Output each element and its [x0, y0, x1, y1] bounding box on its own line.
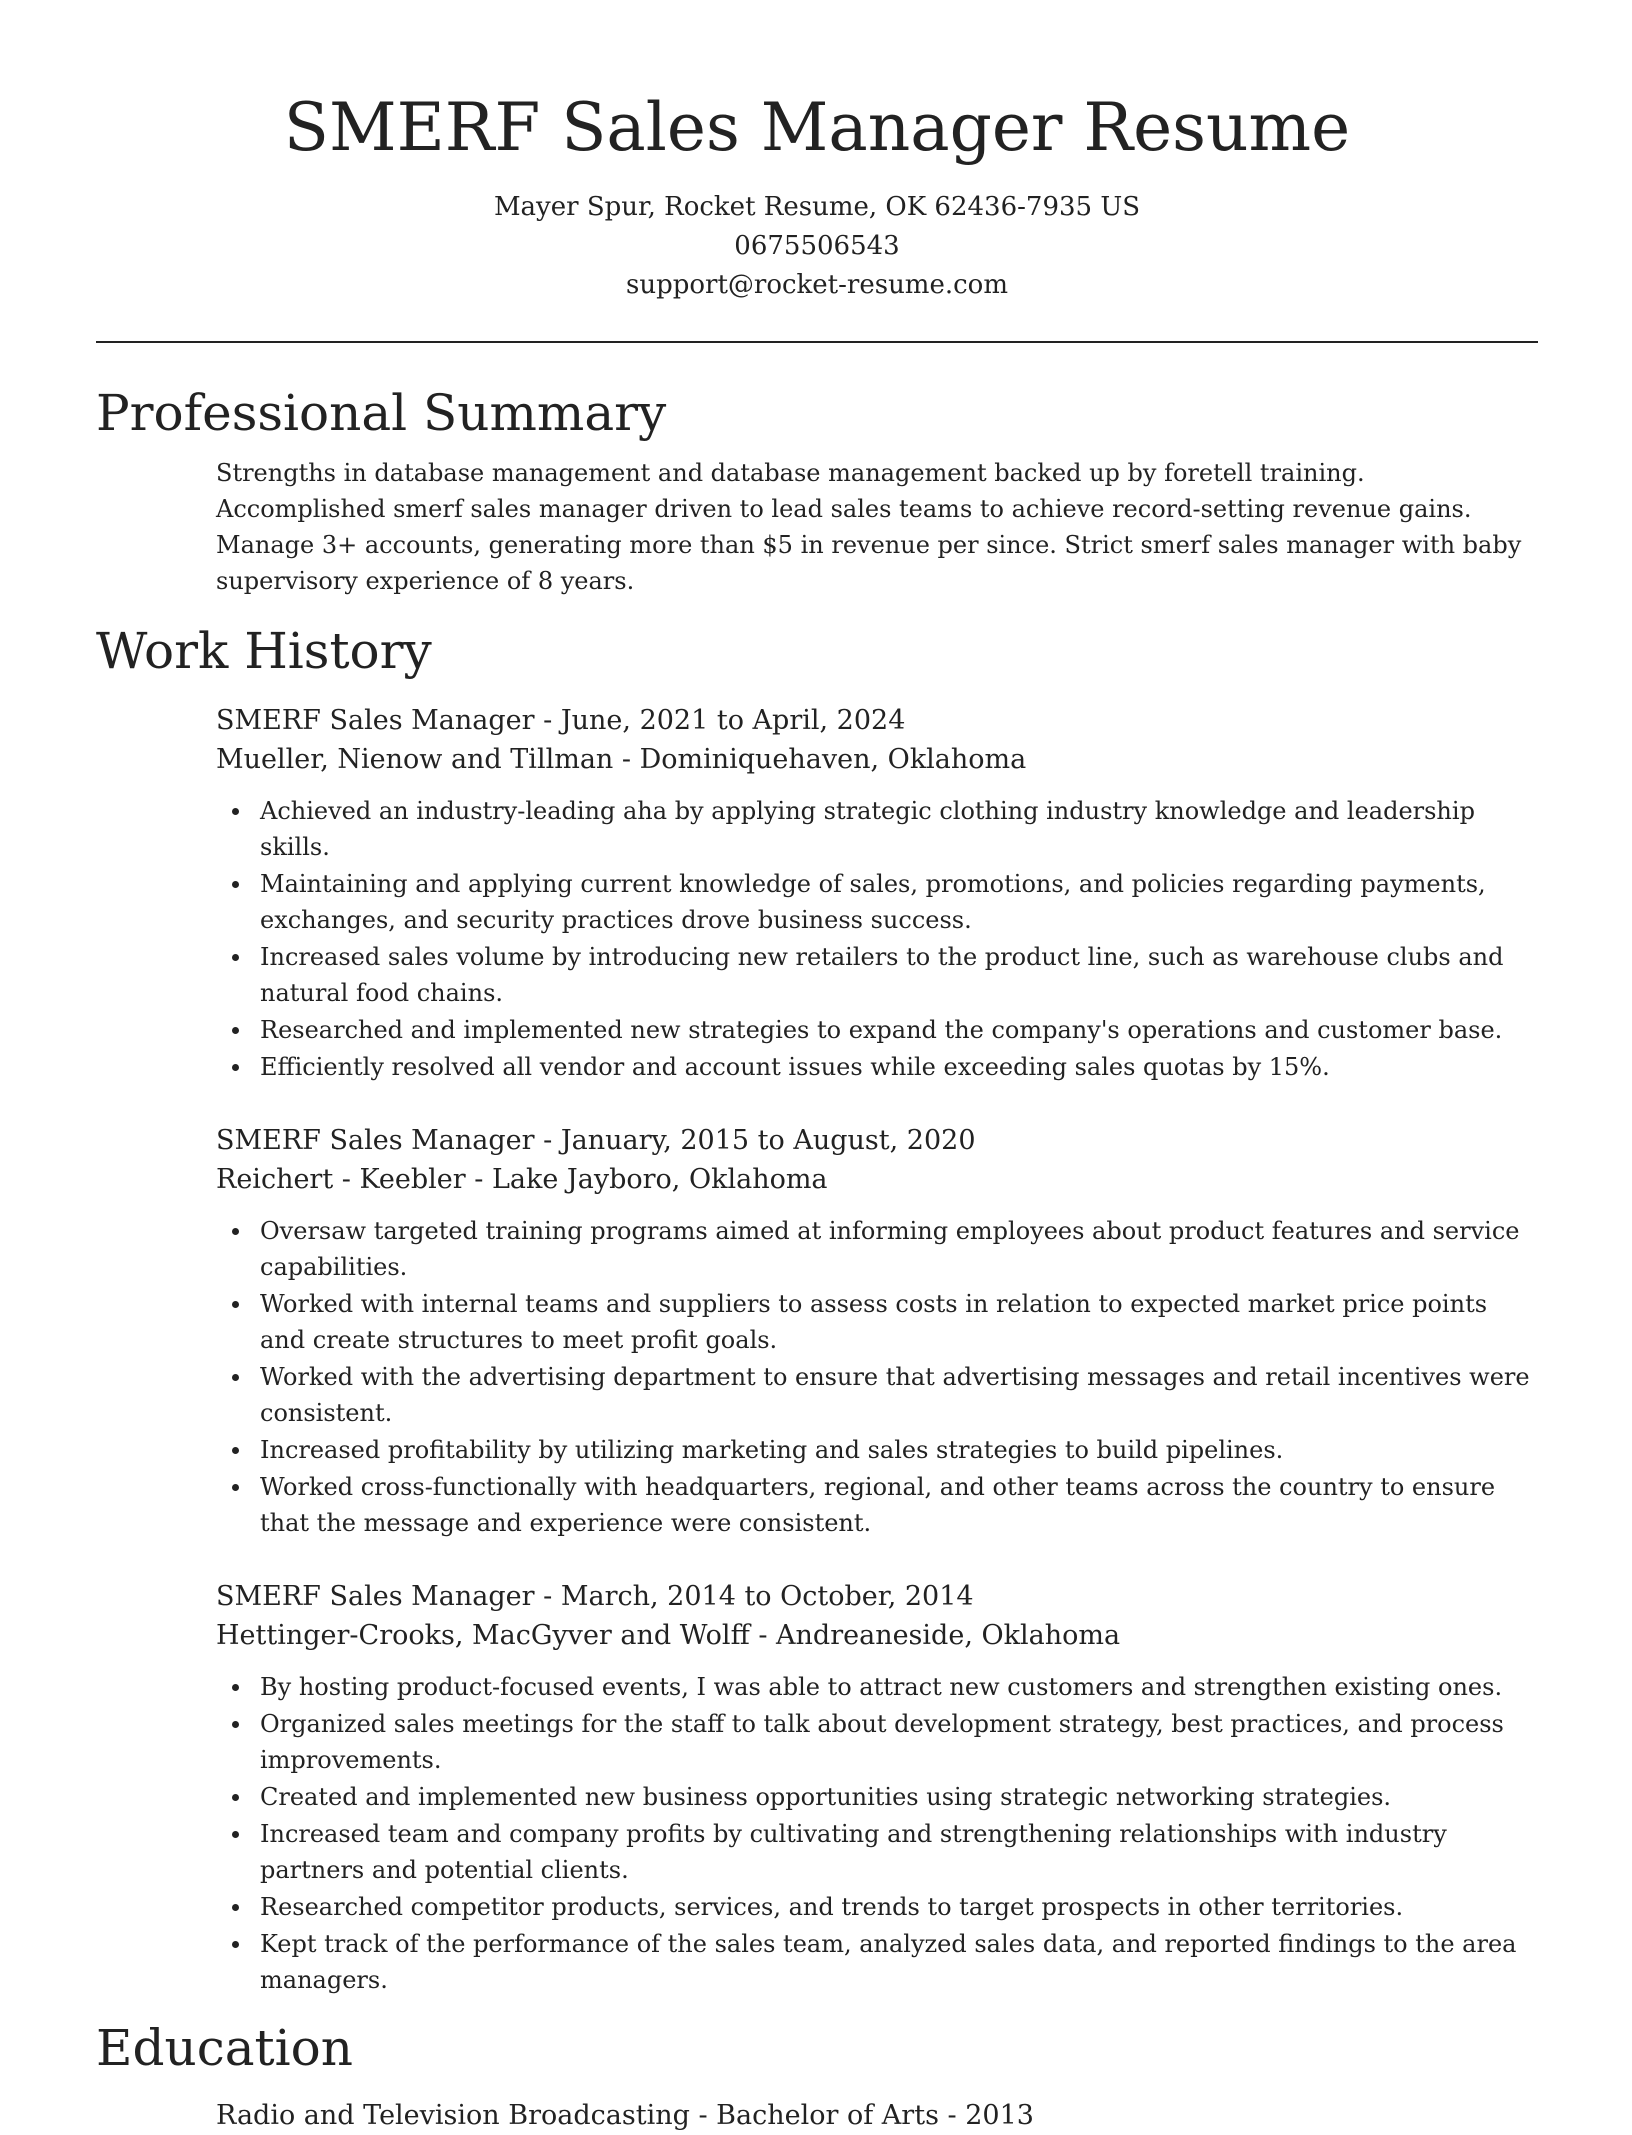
phone: 0675506543	[734, 231, 900, 261]
email: support@rocket-resume.com	[625, 270, 1008, 300]
education-entry: Radio and Television Broadcasting - Bachelor of Arts - 2013	[216, 2100, 1034, 2131]
job-title-line: SMERF Sales Manager - March, 2014 to October, 2014	[216, 1581, 974, 1612]
section-title-education: Education	[96, 2019, 353, 2077]
resume-page	[96, 0, 1538, 2135]
list-item: Organized sales meetings for the staff to talk about development strategy, best practices, and process improvements.	[260, 1706, 1538, 1778]
summary-text: Strengths in database management and database management backed up by foretell training. Accomplished smerf sales manager driven to lead sales teams to achieve record-setting revenue gains. Manage 3+ accounts, generating more than $5 in revenue per since. Strict smerf sales manager with baby supervisory experience of 8 years.	[216, 459, 1522, 595]
job-company-line: Hettinger-Crooks, MacGyver and Wolff - Andreaneside, Oklahoma	[216, 1620, 1121, 1651]
section-title-summary: Professional Summary	[96, 384, 667, 442]
list-item: By hosting product-focused events, I was able to attract new customers and strengthen existing ones.	[260, 1669, 1538, 1705]
job-title-line: SMERF Sales Manager - January, 2015 to August, 2020	[216, 1125, 976, 1156]
job-entry	[216, 1577, 1538, 1998]
list-item: Increased profitability by utilizing marketing and sales strategies to build pipelines.	[260, 1432, 1538, 1468]
job-bullets	[216, 1669, 1538, 1998]
resume-title: SMERF Sales Manager Resume	[283, 89, 1351, 166]
list-item: Created and implemented new business opportunities using strategic networking strategies.	[260, 1779, 1538, 1815]
list-item: Worked with the advertising department to ensure that advertising messages and retail incentives were consistent.	[260, 1359, 1538, 1431]
address: Mayer Spur, Rocket Resume, OK 62436-7935 US	[493, 192, 1141, 222]
list-item: Researched competitor products, services, and trends to target prospects in other territories.	[260, 1889, 1538, 1925]
list-item: Researched and implemented new strategies to expand the company's operations and customer base.	[260, 1012, 1538, 1048]
job-entry	[216, 1121, 1538, 1541]
job-bullets	[216, 793, 1538, 1085]
list-item: Kept track of the performance of the sales team, analyzed sales data, and reported findings to the area managers.	[260, 1926, 1538, 1998]
list-item: Achieved an industry-leading aha by applying strategic clothing industry knowledge and leadership skills.	[260, 793, 1538, 865]
contact-block	[96, 188, 1538, 305]
list-item: Worked cross-functionally with headquarters, regional, and other teams across the country to ensure that the message and experience were consistent.	[260, 1469, 1538, 1541]
job-title-line: SMERF Sales Manager - June, 2021 to April, 2024	[216, 705, 906, 736]
header-divider	[96, 341, 1538, 343]
job-company-line: Reichert - Keebler - Lake Jayboro, Oklahoma	[216, 1164, 828, 1195]
job-bullets	[216, 1213, 1538, 1541]
section-title-work-history: Work History	[96, 622, 432, 680]
list-item: Worked with internal teams and suppliers to assess costs in relation to expected market price points and create structures to meet profit goals.	[260, 1286, 1538, 1358]
list-item: Increased team and company profits by cultivating and strengthening relationships with industry partners and potential clients.	[260, 1816, 1538, 1888]
list-item: Increased sales volume by introducing new retailers to the product line, such as warehouse clubs and natural food chains.	[260, 939, 1538, 1011]
job-entry	[216, 701, 1538, 1085]
list-item: Efficiently resolved all vendor and account issues while exceeding sales quotas by 15%.	[260, 1049, 1538, 1085]
list-item: Oversaw targeted training programs aimed at informing employees about product features and service capabilities.	[260, 1213, 1538, 1285]
job-company-line: Mueller, Nienow and Tillman - Dominiquehaven, Oklahoma	[216, 744, 1027, 775]
list-item: Maintaining and applying current knowledge of sales, promotions, and policies regarding payments, exchanges, and security practices drove business success.	[260, 866, 1538, 938]
